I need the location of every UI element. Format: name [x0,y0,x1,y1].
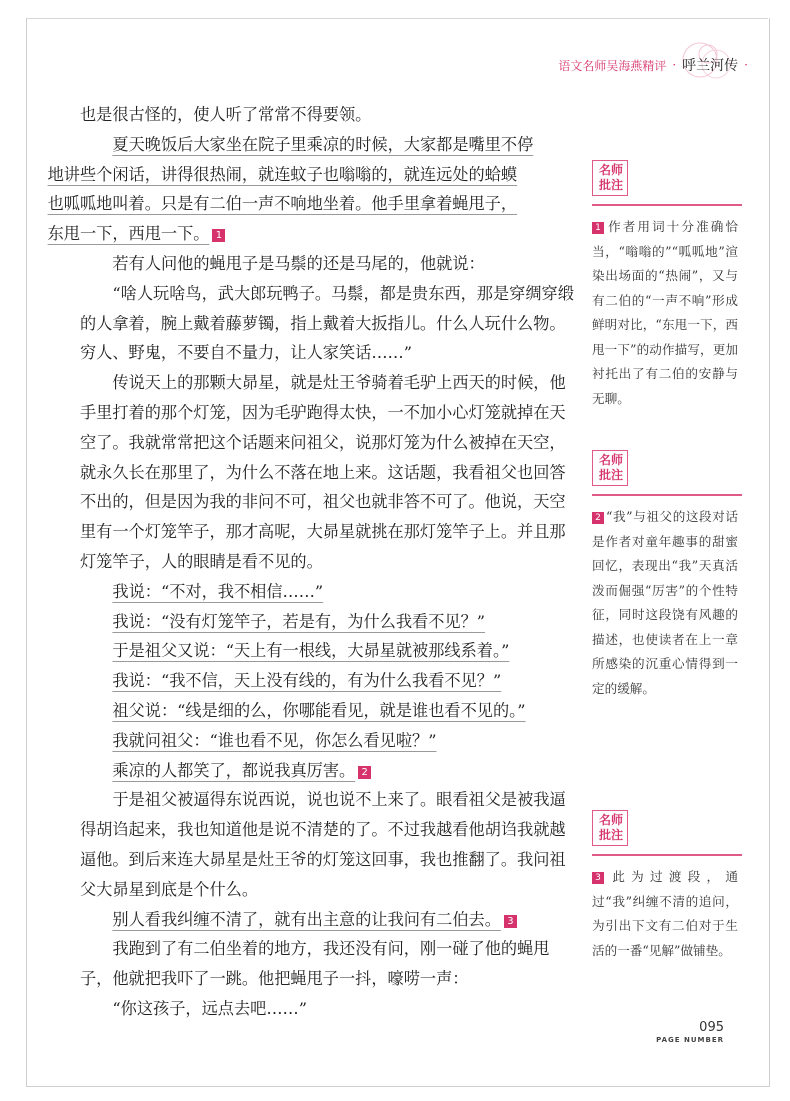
note-tab [592,160,628,196]
note-divider [592,494,742,496]
dialogue-line [80,636,575,666]
dialogue-text: 我说：“没有灯笼竿子，若是有，为什么我看不见？” [112,611,486,631]
paragraph-line: 夏天晚饭后大家坐在院子里乘凉的时候，大家都是嘴里不停 [112,134,534,154]
paragraph: 我跑到了有二伯坐着的地方，我还没有问，刚一碰了他的蝇甩子，他就把我吓了一跳。他把蝇甩子一抖，嚎唠一声： [80,939,550,989]
note-number: 1 [592,222,604,234]
dialogue-line [80,577,575,607]
paragraph: 传说天上的那颗大昴星，就是灶王爷骑着毛驴上西天的时候，他手里打着的那个灯笼，因为毛驴跑得太快，一不加小心灯笼就掉在天空了。我就常常把这个话题来问祖父，说那灯笼为什么被掉在天空，就永久长在那里了，为什么不落在地上来。这话题，我看祖父也回答不出的，但是因为我的非问不可，祖父也就非答不可了。他说，天空里有一个灯笼竿子，那才高呢，大昴星就挑在那灯笼竿子上。并且那灯笼竿子，人的眼睛是看不见的。 [80,373,566,571]
note-divider [592,204,742,206]
underlined-paragraph-3 [80,905,575,935]
running-header [558,52,748,78]
underlined-paragraph-1 [47,130,575,249]
dialogue-text: 于是祖父又说：“天上有一根线，大昴星就被那线系着。” [112,641,510,661]
paragraph-line: 地讲些个闲话，讲得很热闹，就连蚊子也嗡嗡的，就连远处的蛤蟆 [47,164,518,184]
main-text [47,100,575,1024]
note-body [592,865,738,963]
margin-note-2 [592,450,742,701]
note-number: 3 [592,872,604,884]
page-number-value: 095 [699,1020,724,1035]
note-text: 作者用词十分准确恰当，“嗡嗡的”“呱呱地”渲染出场面的“热闹”，又与有二伯的“一声不响”形成鲜明对比，“东甩一下，西甩一下”的动作描写，更加衬托出了有二伯的安静与无聊。 [592,219,738,406]
dialogue-line [80,607,575,637]
note-body [592,215,738,411]
page-number [626,1020,724,1044]
note-text: 此为过渡段，通过“我”纠缠不清的追问，为引出下文有二伯对于生活的一番“见解”做铺垫。 [592,869,738,958]
note-tab-label: 批注 [599,828,624,842]
note-divider [592,854,742,856]
header-separator: · [672,58,677,72]
dialogue-text: 我说：“不对，我不相信……” [112,581,324,601]
paragraph: 若有人问他的蝇甩子是马鬃的还是马尾的，他就说： [112,253,485,273]
dialogue-text: 祖父说：“线是细的么，你哪能看见，就是谁也看不见的。” [112,700,526,720]
page-number-label: PAGE NUMBER [656,1036,724,1044]
dialogue-line [80,696,575,726]
note-tab-label: 名师 [599,163,624,177]
note-tab-label: 名师 [599,453,624,467]
dialogue-line [80,756,575,786]
paragraph-text: 别人看我纠缠不清了，就有出主意的让我问有二伯去。 [112,909,501,929]
series-title: 语文名师吴海燕精评 [558,58,667,73]
paragraph: 于是祖父被逼得东说西说，说也说不上来了。眼看祖父是被我逼得胡诌起来，我也知道他是说不清楚的了。不过我越看他胡诌我就越逼他。到后来连大昴星是灶王爷的灯笼这回事，我也推翻了。我问祖父大昴星到底是个什么。 [80,790,566,899]
header-separator-end: · [744,58,748,72]
dialogue-line [80,726,575,756]
dialogue-line [80,666,575,696]
dialogue-text: 我就问祖父：“谁也看不见，你怎么看见啦？” [112,730,437,750]
annotation-marker-2[interactable]: 2 [358,766,371,779]
note-text: “我”与祖父的这段对话是作者对童年趣事的甜蜜回忆，表现出“我”天真活泼而倔强“厉害”的个性特征，同时这段饶有风趣的描述，也使读者在上一章所感染的沉重心情得到一定的缓解。 [592,509,738,696]
note-body [592,505,738,701]
note-tab-label: 名师 [599,813,624,827]
annotation-marker-3[interactable]: 3 [504,915,517,928]
book-title: 呼兰河传 [682,58,739,74]
margin-note-1 [592,160,742,411]
paragraph-line: 也呱呱地叫着。只是有二伯一声不响地坐着。他手里拿着蝇甩子， [47,194,518,214]
note-tab-label: 批注 [599,178,624,192]
paragraph: “啥人玩啥鸟，武大郎玩鸭子。马鬃，都是贵东西，那是穿绸穿缎的人拿着，腕上戴着藤萝镯，指上戴着大扳指儿。什么人玩什么物。穷人、野鬼，不要自不量力，让人家笑话……” [80,283,574,363]
paragraph-line: 东甩一下，西甩一下。 [47,224,210,244]
paragraph: “你这孩子，远点去吧……” [112,998,308,1018]
note-tab-label: 批注 [599,468,624,482]
dialogue-text: 我说：“我不信，天上没有线的，有为什么我看不见？” [112,671,502,691]
note-tab [592,810,628,846]
margin-note-3 [592,810,742,963]
note-tab [592,450,628,486]
paragraph: 也是很古怪的，使人听了常常不得要领。 [80,105,372,124]
annotation-marker-1[interactable]: 1 [212,229,225,242]
note-number: 2 [592,512,604,524]
dialogue-text: 乘凉的人都笑了，都说我真厉害。 [112,760,356,780]
